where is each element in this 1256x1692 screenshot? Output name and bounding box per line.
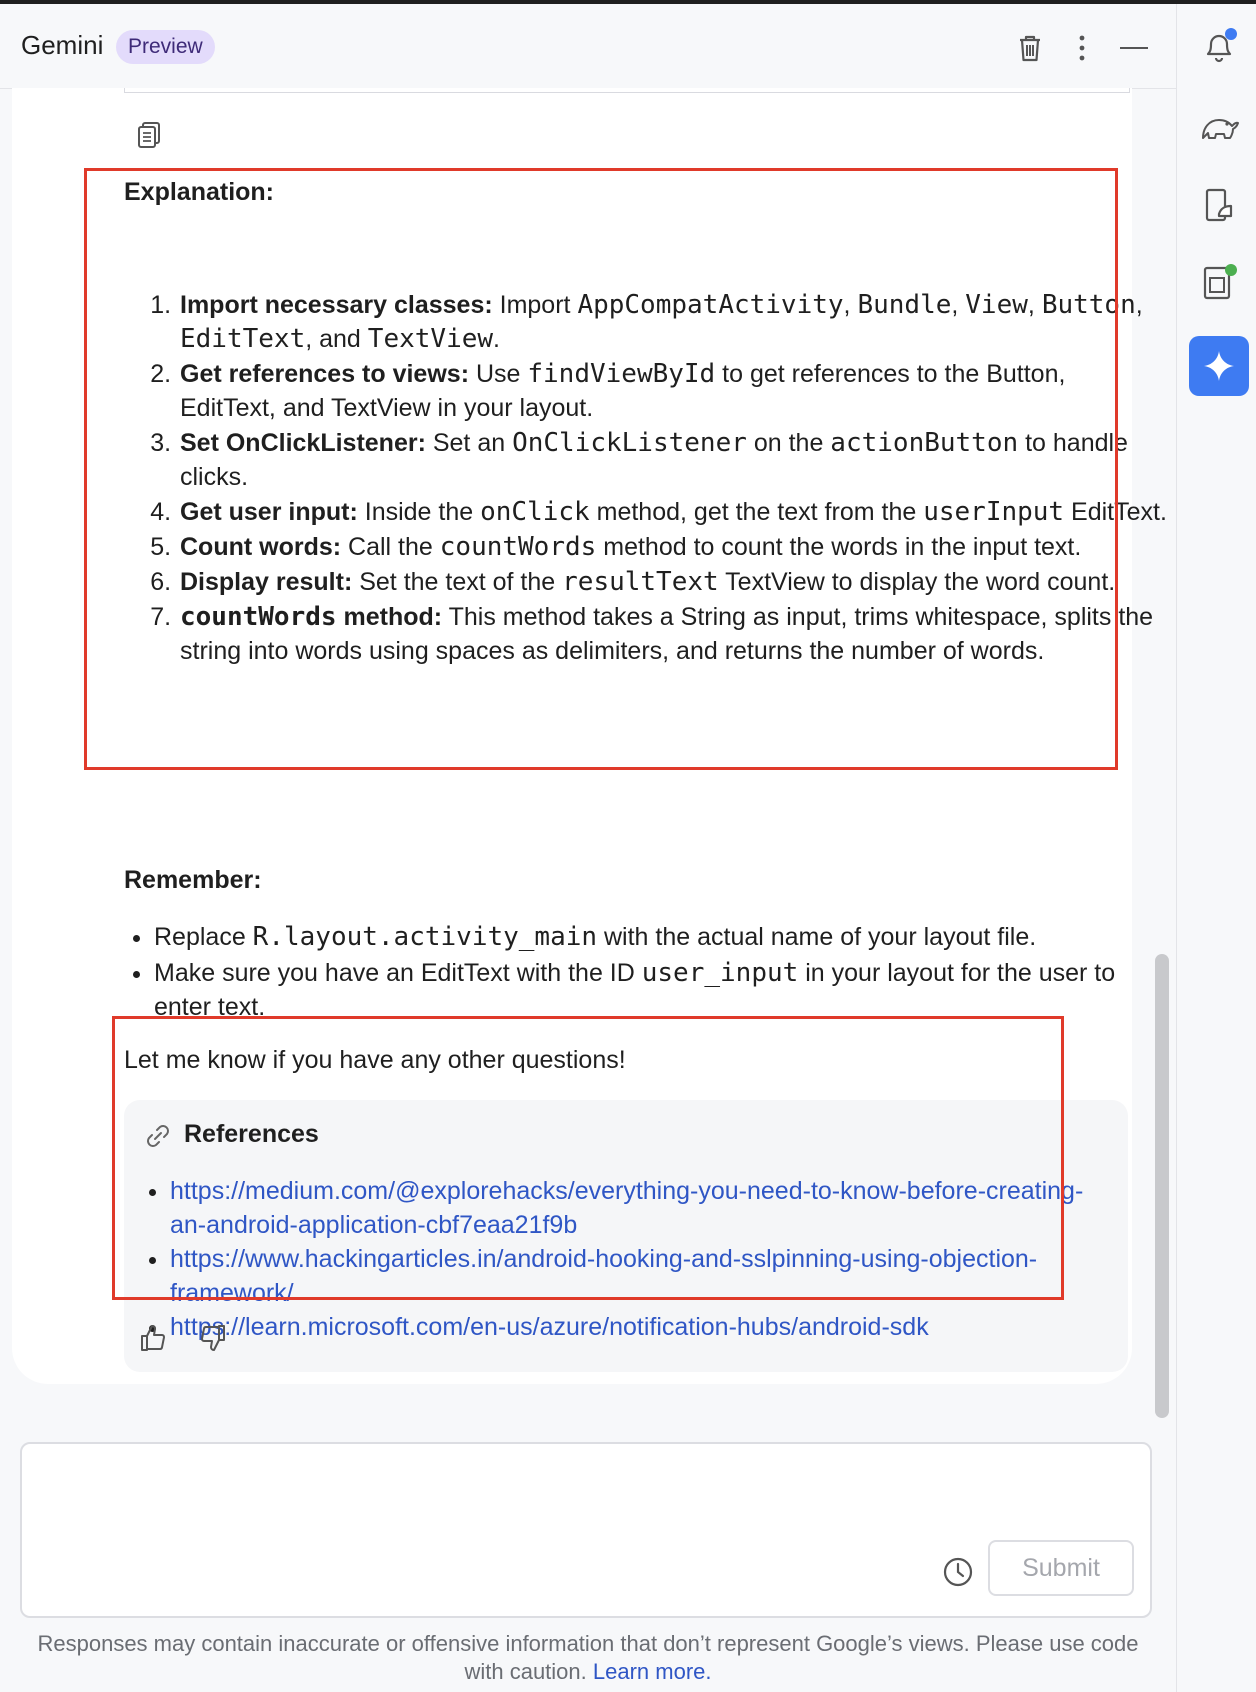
explanation-heading: Explanation: — [124, 178, 275, 206]
delete-button[interactable] — [1010, 28, 1050, 68]
text-run: Inside the — [357, 498, 481, 526]
inline-code: countWords — [439, 532, 597, 562]
inline-code: actionButton — [830, 428, 1019, 458]
text-run: Call the — [341, 533, 440, 561]
inline-code: Button — [1041, 290, 1136, 320]
text-run: to handle clicks. — [180, 429, 1128, 491]
inline-code: Bundle — [857, 290, 952, 320]
trash-icon — [1016, 33, 1044, 63]
text-run: on the — [746, 429, 831, 457]
thumbs-down-button[interactable] — [196, 1322, 232, 1358]
inline-code: EditText — [180, 324, 306, 354]
inline-code: TextView — [367, 324, 494, 354]
item-label: Import necessary classes: — [180, 291, 493, 319]
learn-more-link[interactable]: Learn more. — [592, 1659, 712, 1684]
device-manager-button[interactable] — [1197, 184, 1241, 228]
item-label: method: — [336, 603, 443, 631]
inline-code: onClick — [480, 497, 590, 527]
reference-item — [170, 1174, 1090, 1242]
explanation-item — [178, 426, 1168, 494]
inline-code: userInput — [923, 497, 1065, 527]
preview-badge: Preview — [116, 30, 215, 64]
inline-code: View — [965, 290, 1028, 320]
minimize-icon — [1120, 46, 1148, 50]
text-run: Set the text of the — [352, 568, 563, 596]
more-vertical-icon — [1078, 34, 1086, 62]
item-label: Display result: — [180, 568, 353, 596]
code-block-edge — [124, 88, 1130, 93]
text-run: with the actual name of your layout file. — [597, 923, 1037, 951]
text-run: Make sure you have an EditText with the ID — [154, 959, 642, 987]
gemini-panel — [0, 4, 1176, 1692]
explanation-item — [178, 565, 1168, 599]
elephant-icon — [1197, 104, 1241, 148]
references-title: References — [184, 1120, 319, 1148]
copy-code-button[interactable] — [134, 118, 166, 150]
panel-header — [0, 4, 1176, 89]
text-run: , — [951, 291, 966, 319]
bell-icon — [1197, 24, 1241, 68]
scrollbar[interactable] — [1155, 954, 1169, 1418]
text-run: Set an — [425, 429, 513, 457]
panel-title: Gemini — [21, 30, 104, 60]
right-tool-bar — [1176, 4, 1256, 1692]
inline-code: findViewById — [527, 359, 716, 389]
reference-item — [170, 1242, 1090, 1310]
clock-icon — [940, 1554, 976, 1590]
item-label: Set OnClickListener: — [180, 429, 426, 457]
thumbs-up-button[interactable] — [138, 1322, 174, 1358]
text-run: Import — [492, 291, 578, 319]
text-run: Replace — [154, 923, 253, 951]
device-mirror-icon — [1197, 260, 1241, 304]
references-list — [152, 1174, 1090, 1344]
gemini-tool-button[interactable] — [1189, 336, 1249, 396]
text-run: method, get the text from the — [589, 498, 924, 526]
minimize-button[interactable] — [1114, 28, 1154, 68]
reference-item — [170, 1310, 1090, 1344]
text-run: This method takes a String as input, trims whitespace, splits the string into words using spaces as delimiters, and returns the number of words. — [180, 603, 1154, 665]
inline-code: user_input — [641, 958, 799, 988]
text-run: , — [1027, 291, 1042, 319]
text-run: Use — [469, 360, 528, 388]
device-icon — [1197, 184, 1241, 228]
explanation-list — [124, 288, 1168, 669]
disclaimer — [16, 1630, 1160, 1686]
response-card — [12, 88, 1167, 1384]
remember-item — [154, 920, 1144, 954]
references-box — [124, 1100, 1128, 1372]
text-run: EditText. — [1064, 498, 1167, 526]
explanation-item — [178, 288, 1168, 356]
reference-link[interactable]: https://learn.microsoft.com/en-us/azure/notification-hubs/android-sdk — [170, 1313, 929, 1341]
running-devices-button[interactable] — [1197, 260, 1241, 304]
submit-button[interactable]: Submit — [988, 1540, 1134, 1596]
disclaimer-text: Responses may contain inaccurate or offensive information that don’t represent Google’s views. Please use code with caution. — [37, 1631, 1139, 1684]
item-label: Get references to views: — [180, 360, 470, 388]
text-run: , and — [305, 325, 368, 353]
explanation-item — [178, 530, 1168, 564]
text-run: . — [493, 325, 500, 353]
remember-item — [154, 956, 1144, 1024]
remember-heading: Remember: — [124, 866, 262, 894]
inline-code: countWords — [180, 602, 337, 632]
inline-code: AppCompatActivity — [577, 290, 844, 320]
item-label: Get user input: — [180, 498, 358, 526]
link-icon — [142, 1120, 174, 1152]
copy-icon — [134, 118, 166, 150]
inline-code: OnClickListener — [512, 428, 747, 458]
explanation-item — [178, 495, 1168, 529]
reference-link[interactable]: https://www.hackingarticles.in/android-hooking-and-sslpinning-using-objection-framework/ — [170, 1245, 1038, 1307]
gradle-button[interactable] — [1197, 104, 1241, 148]
text-run: method to count the words in the input text. — [596, 533, 1082, 561]
history-button[interactable] — [940, 1554, 976, 1590]
text-run: , — [843, 291, 858, 319]
text-run: in your layout for the user to enter text. — [154, 959, 1116, 1021]
prompt-input[interactable] — [20, 1442, 1152, 1618]
closing-text: Let me know if you have any other questions! — [124, 1046, 626, 1074]
thumbs-down-icon — [196, 1322, 228, 1354]
notifications-button[interactable] — [1197, 24, 1241, 68]
text-run: TextView to display the word count. — [718, 568, 1116, 596]
sparkle-icon — [1202, 349, 1236, 383]
text-run: to get references to the Button, EditText, and TextView in your layout. — [180, 360, 1066, 422]
inline-code: R.layout.activity_main — [252, 922, 598, 952]
explanation-item — [178, 357, 1168, 425]
reference-link[interactable]: https://medium.com/@explorehacks/everything-you-need-to-know-before-creating-an-android-application-cbf7eaa21f9b — [170, 1177, 1084, 1239]
thumbs-up-icon — [138, 1322, 170, 1354]
text-run: , — [1135, 291, 1143, 319]
item-label: Count words: — [180, 533, 342, 561]
more-options-button[interactable] — [1062, 28, 1102, 68]
remember-list — [124, 920, 1144, 1026]
explanation-item — [178, 600, 1168, 668]
inline-code: resultText — [562, 567, 719, 597]
